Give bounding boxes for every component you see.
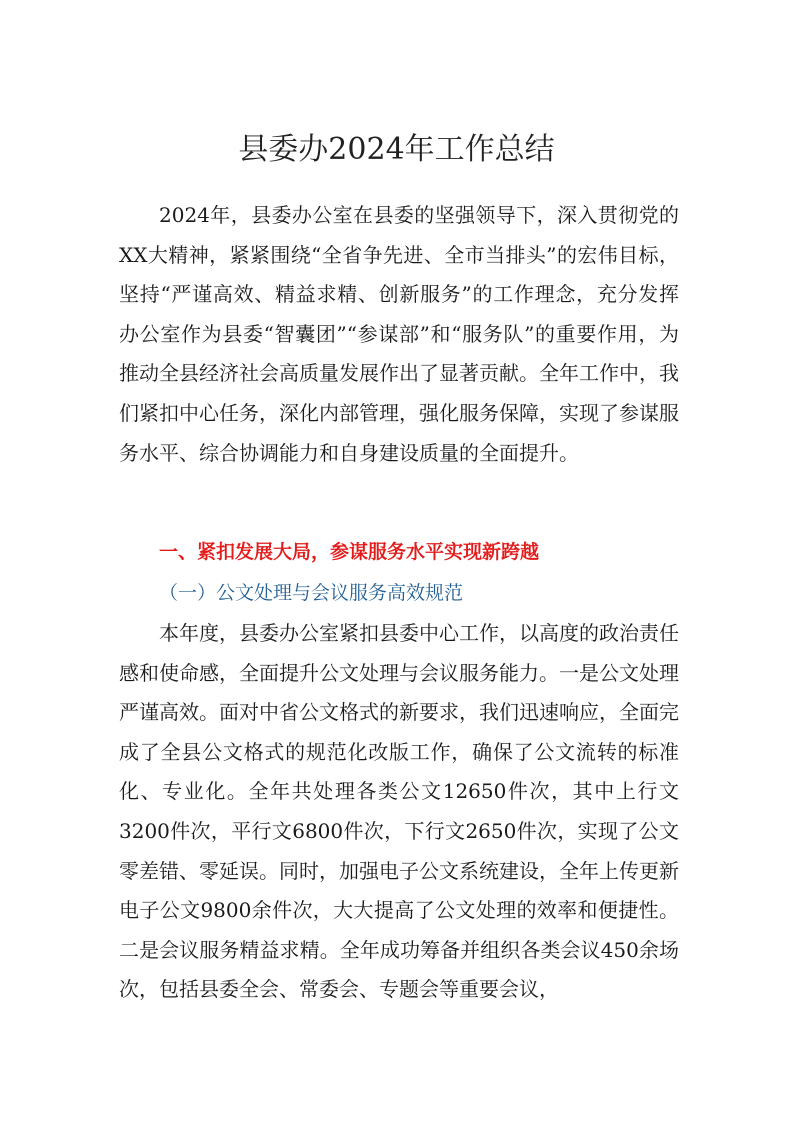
intro-paragraph: 2024年，县委办公室在县委的坚强领导下，深入贯彻党的XX大精神，紧紧围绕“全省争先进、全市当排头”的宏伟目标，坚持“严谨高效、精益求精、创新服务”的工作理念，充分发挥办公室作为县委“智囊团”“参谋部”和“服务队”的重要作用，为推动全县经济社会高质量发展作出了显著贡献。全年工作中，我们紧扣中心任务，深化内部管理，强化服务保障，实现了参谋服务水平、综合协调能力和自身建设质量的全面提升。	[119, 203, 679, 465]
body-paragraph: 本年度，县委办公室紧扣县委中心工作，以高度的政治责任感和使命感，全面提升公文处理与会议服务能力。一是公文处理严谨高效。面对中省公文格式的新要求，我们迅速响应，全面完成了全县公文格式的规范化改版工作，确保了公文流转的标准化、专业化。全年共处理各类公文12650件次，其中上行文3200件次，平行文6800件次，下行文2650件次，实现了公文零差错、零延误。同时，加强电子公文系统建设，全年上传更新电子公文9800余件次，大大提高了公文处理的效率和便捷性。二是会议服务精益求精。全年成功筹备并组织各类会议450余场次，包括县委全会、常委会、专题会等重要会议，	[119, 621, 679, 1002]
section-heading: 一、紧扣发展大局，参谋服务水平实现新跨越	[159, 541, 540, 563]
document-title: 县委办2024年工作总结	[238, 132, 555, 167]
subsection-heading: （一）公文处理与会议服务高效规范	[159, 582, 464, 604]
